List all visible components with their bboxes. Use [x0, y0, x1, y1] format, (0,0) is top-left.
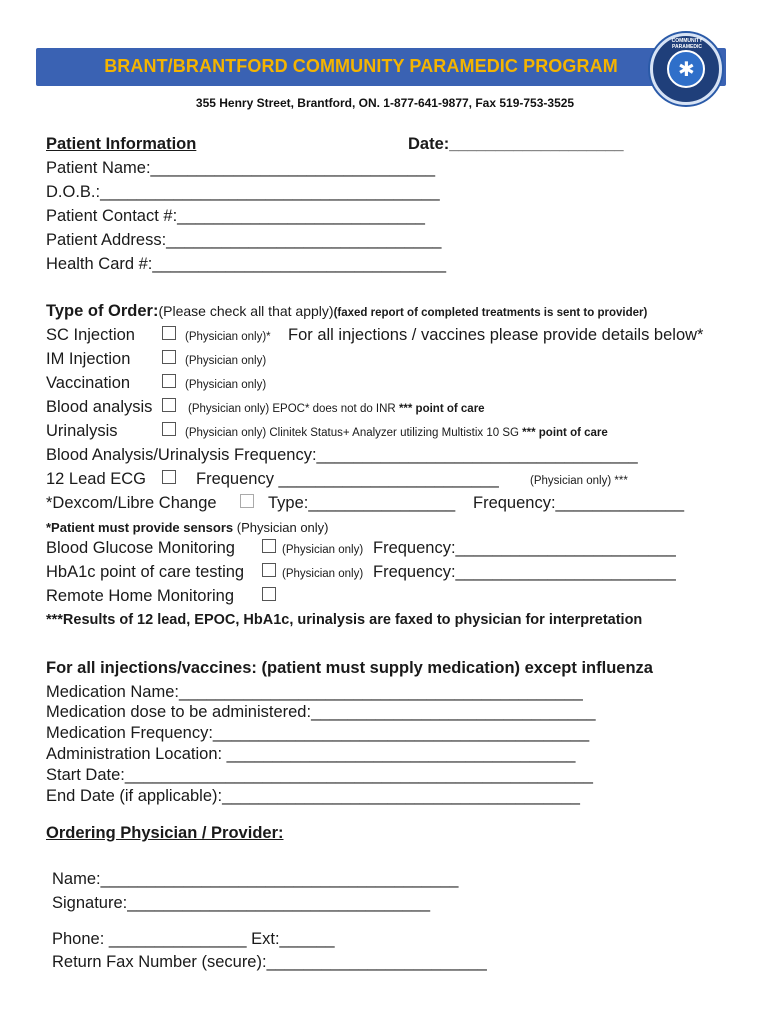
ecg-checkbox[interactable]: [162, 470, 176, 488]
start-date-field[interactable]: Start Date:___________________________________________________: [46, 766, 593, 784]
order-type-heading: Type of Order: [46, 302, 153, 320]
order-faxed-note: (faxed report of completed treatments is sent to provider): [333, 307, 648, 319]
ecg-note: (Physician only) ***: [530, 475, 628, 487]
physician-phone-field[interactable]: Phone: _______________ Ext:______: [52, 930, 335, 948]
patient-contact-field[interactable]: Patient Contact #:___________________________: [46, 207, 425, 225]
sc-injection-label: SC Injection: [46, 326, 135, 344]
dexcom-frequency-field[interactable]: Frequency:______________: [473, 494, 685, 512]
blood-poc-note: *** point of care: [398, 403, 485, 415]
urinalysis-note: (Physician only) Clinitek Status+ Analyzer utilizing Multistix 10 SG *** point of care: [185, 427, 608, 439]
blood-analysis-note: (Physician only) EPOC* does not do INR *** point of care: [188, 403, 485, 415]
urinalysis-label: Urinalysis: [46, 422, 118, 440]
sc-injection-checkbox[interactable]: [162, 326, 176, 344]
sc-injection-note: (Physician only)*: [185, 331, 271, 343]
vaccination-note: (Physician only): [185, 379, 267, 391]
sensors-physician-note: (Physician only): [233, 520, 329, 535]
sc-injection-detail: For all injections / vaccines please provide details below*: [288, 326, 704, 344]
urin-poc-note: *** point of care: [522, 427, 608, 439]
im-injection-label: IM Injection: [46, 350, 131, 368]
remote-monitoring-label: Remote Home Monitoring: [46, 587, 234, 605]
paramedic-logo: [650, 33, 722, 105]
medication-name-field[interactable]: Medication Name:____________________________________________: [46, 683, 583, 701]
patient-address-field[interactable]: Patient Address:______________________________: [46, 231, 442, 249]
bgm-frequency-field[interactable]: Frequency:________________________: [373, 539, 676, 557]
physician-name-field[interactable]: Name:_______________________________________: [52, 870, 459, 888]
end-date-field[interactable]: End Date (if applicable):_______________________________________: [46, 787, 580, 805]
health-card-field[interactable]: Health Card #:________________________________: [46, 255, 447, 273]
hba1c-frequency-field[interactable]: Frequency:________________________: [373, 563, 676, 581]
bgm-label: Blood Glucose Monitoring: [46, 539, 235, 557]
logo-ring-text: COMMUNITY PARAMEDIC: [671, 38, 703, 50]
bgm-note: (Physician only): [282, 544, 364, 556]
patient-name-field[interactable]: Patient Name:_______________________________: [46, 159, 436, 177]
program-address: 355 Henry Street, Brantford, ON. 1-877-641-9877, Fax 519-753-3525: [195, 96, 575, 110]
physician-heading: Ordering Physician / Provider:: [46, 824, 284, 842]
medication-frequency-field[interactable]: Medication Frequency:_________________________________________: [46, 724, 590, 742]
vaccination-label: Vaccination: [46, 374, 131, 392]
date-field[interactable]: Date:___________________: [408, 135, 624, 153]
meds-heading: For all injections/vaccines: (patient must supply medication) except influenza: [46, 659, 653, 677]
hba1c-label: HbA1c point of care testing: [46, 563, 245, 581]
sensors-note-row: [46, 518, 329, 537]
order-type-colon: :: [152, 302, 159, 320]
urinalysis-checkbox[interactable]: [162, 422, 176, 440]
remote-monitoring-checkbox[interactable]: [262, 587, 276, 605]
blood-analysis-checkbox[interactable]: [162, 398, 176, 416]
ecg-label: 12 Lead ECG: [46, 470, 146, 488]
header-banner: [36, 48, 726, 86]
analysis-frequency-field[interactable]: Blood Analysis/Urinalysis Frequency:___________________________________: [46, 446, 638, 464]
ecg-frequency-field[interactable]: Frequency ________________________: [196, 470, 499, 488]
bgm-checkbox[interactable]: [262, 539, 276, 557]
im-injection-note: (Physician only): [185, 355, 267, 367]
hba1c-note: (Physician only): [282, 568, 364, 580]
dexcom-checkbox[interactable]: [240, 494, 254, 512]
dexcom-label: *Dexcom/Libre Change: [46, 494, 217, 512]
blood-analysis-label: Blood analysis: [46, 398, 153, 416]
vaccination-checkbox[interactable]: [162, 374, 176, 392]
im-injection-checkbox[interactable]: [162, 350, 176, 368]
physician-signature-field[interactable]: Signature:_________________________________: [52, 894, 431, 912]
order-check-note: (Please check all that apply): [158, 303, 334, 319]
dexcom-type-field[interactable]: Type:________________: [268, 494, 456, 512]
patient-info-heading: Patient Information: [46, 135, 197, 153]
program-title: BRANT/BRANTFORD COMMUNITY PARAMEDIC PROGRAM: [104, 56, 618, 76]
administration-location-field[interactable]: Administration Location: ______________________________________: [46, 745, 576, 763]
star-of-life-icon: ✱: [667, 50, 705, 88]
medication-dose-field[interactable]: Medication dose to be administered:_______________________________: [46, 703, 596, 721]
results-note: ***Results of 12 lead, EPOC, HbA1c, urinalysis are faxed to physician for interpretation: [46, 612, 643, 628]
sensors-note: *Patient must provide sensors: [46, 520, 234, 535]
hba1c-checkbox[interactable]: [262, 563, 276, 581]
dob-field[interactable]: D.O.B.:_____________________________________: [46, 183, 440, 201]
order-type-heading-row: [46, 302, 647, 321]
return-fax-field[interactable]: Return Fax Number (secure):________________________: [52, 953, 487, 971]
